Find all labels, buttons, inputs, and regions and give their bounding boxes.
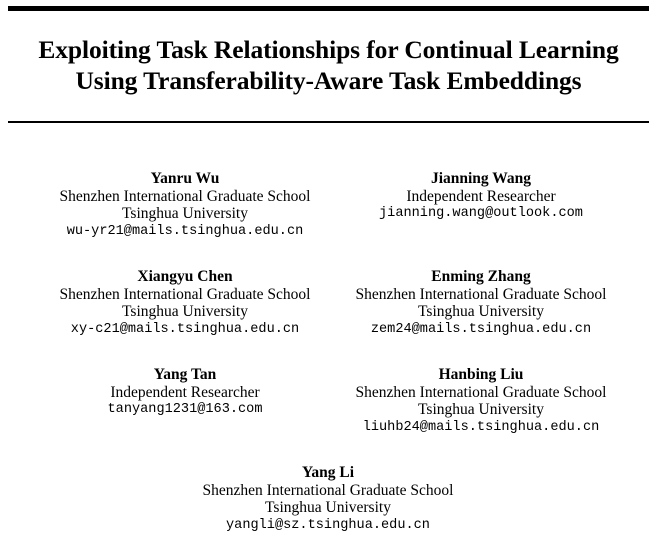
author-name: Yanru Wu (150, 170, 220, 187)
author-block-yang-li (133, 464, 523, 534)
author-block-enming-zhang (336, 268, 626, 338)
author-affiliation: Tsinghua University (418, 401, 544, 419)
paper-title-line-2: Using Transferability-Aware Task Embeddings (75, 66, 582, 95)
author-affiliation: Independent Researcher (406, 187, 556, 205)
author-email: xy-c21@mails.tsinghua.edu.cn (70, 321, 300, 337)
author-block-jianning-wang (336, 170, 626, 223)
author-affiliation: Tsinghua University (122, 303, 248, 321)
author-email: wu-yr21@mails.tsinghua.edu.cn (66, 223, 304, 239)
author-name: Enming Zhang (431, 268, 531, 285)
paper-title-line-1: Exploiting Task Relationships for Continual Learning (38, 35, 619, 64)
author-email: liuhb24@mails.tsinghua.edu.cn (362, 419, 600, 435)
author-block-hanbing-liu (336, 366, 626, 436)
paper-title (0, 34, 657, 96)
author-affiliation: Shenzhen International Graduate School (59, 285, 311, 303)
author-email: yangli@sz.tsinghua.edu.cn (226, 517, 430, 533)
author-block-yang-tan (40, 366, 330, 419)
author-name: Yang Li (301, 464, 355, 481)
author-block-xiangyu-chen (40, 268, 330, 338)
author-affiliation: Shenzhen International Graduate School (202, 481, 454, 499)
author-email: jianning.wang@outlook.com (379, 206, 583, 222)
author-affiliation: Shenzhen International Graduate School (59, 187, 311, 205)
author-affiliation: Tsinghua University (122, 205, 248, 223)
author-affiliation: Tsinghua University (418, 303, 544, 321)
title-top-rule (8, 6, 649, 11)
author-affiliation: Tsinghua University (265, 499, 391, 517)
author-name: Xiangyu Chen (137, 268, 233, 285)
author-affiliation: Independent Researcher (110, 383, 260, 401)
author-affiliation: Shenzhen International Graduate School (355, 285, 607, 303)
author-block-yanru-wu (40, 170, 330, 240)
author-email: zem24@mails.tsinghua.edu.cn (370, 321, 592, 337)
author-name: Yang Tan (153, 366, 217, 383)
author-email: tanyang1231@163.com (107, 402, 263, 418)
author-affiliation: Shenzhen International Graduate School (355, 383, 607, 401)
author-name: Hanbing Liu (438, 366, 524, 383)
title-bottom-rule (8, 121, 649, 123)
author-name: Jianning Wang (430, 170, 532, 187)
